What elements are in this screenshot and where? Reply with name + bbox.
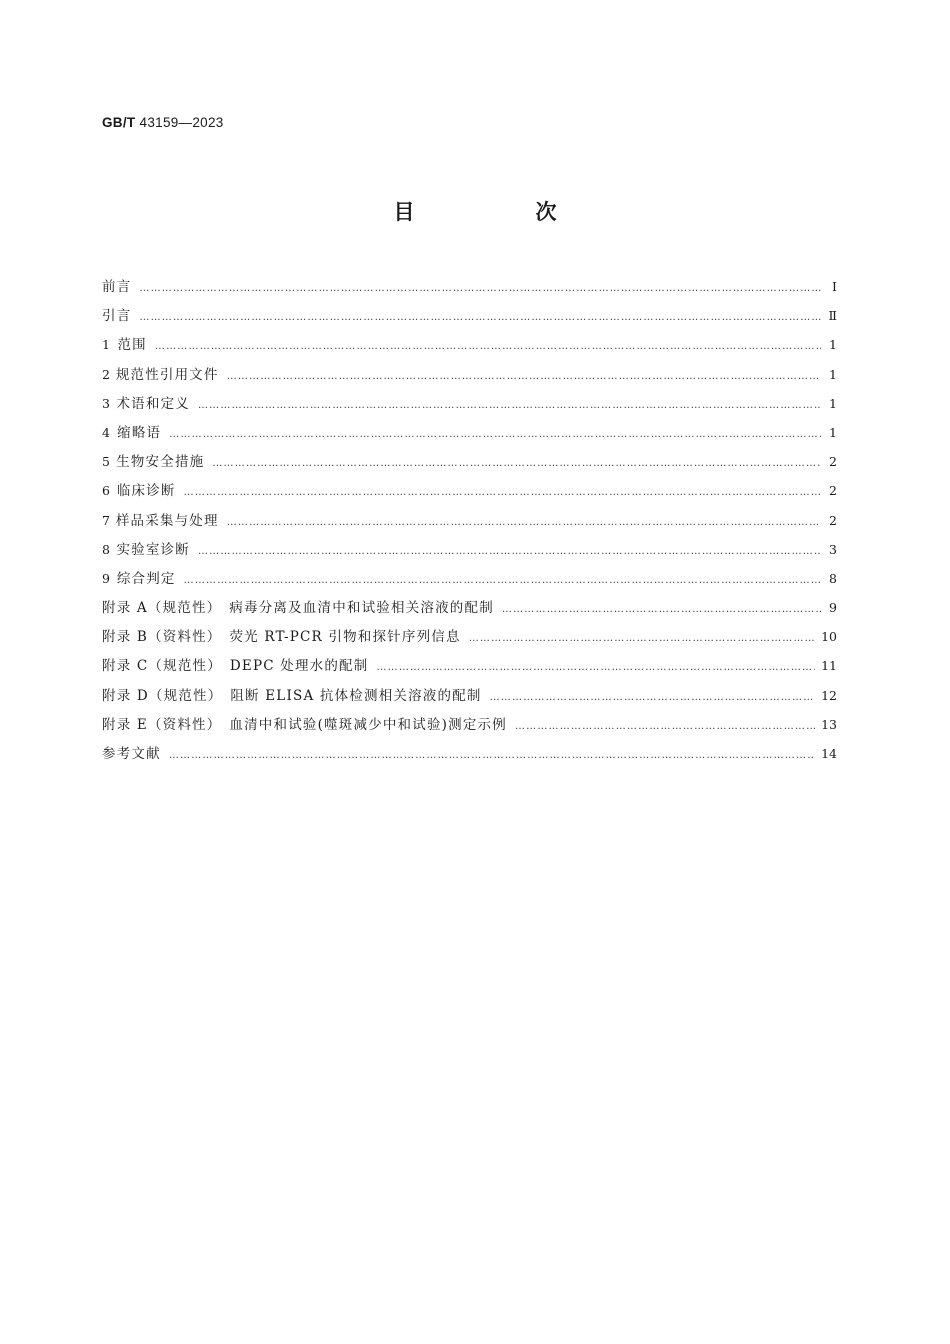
toc-entry-number: 1	[102, 337, 110, 353]
toc-entry-label: 前言	[102, 279, 132, 295]
toc-entry-label: 附录 E（资料性） 血清中和试验(噬斑减少中和试验)测定示例	[102, 716, 507, 733]
toc-entry[interactable]	[102, 622, 837, 651]
toc-entry[interactable]	[102, 710, 837, 739]
toc-entry-label: 生物安全措施	[116, 454, 205, 471]
toc-entry-page: 1	[829, 424, 837, 440]
toc-entry[interactable]	[102, 651, 837, 680]
toc-entry-number: 5	[102, 454, 110, 470]
toc-leader-dots	[212, 449, 821, 478]
toc-entry-number: 2	[102, 366, 110, 382]
toc-entry-page: 10	[821, 629, 837, 645]
toc-leader-dots	[155, 332, 821, 361]
standard-code-number: 43159—2023	[139, 115, 224, 130]
toc-leader-dots	[376, 653, 815, 682]
toc-entry[interactable]	[102, 535, 837, 564]
toc-entry-label: 综合判定	[116, 570, 176, 587]
standard-code-prefix: GB/T	[102, 115, 136, 130]
toc-entry-number: 9	[102, 570, 110, 586]
toc-entry[interactable]	[102, 593, 837, 622]
toc-entry[interactable]	[102, 272, 837, 301]
toc-leader-dots	[502, 595, 821, 624]
standard-code	[102, 115, 224, 130]
toc-entry-label: 术语和定义	[116, 395, 190, 412]
toc-entry-label: 附录 A（规范性） 病毒分离及血清中和试验相关溶液的配制	[102, 600, 494, 617]
toc-entry-label: 附录 C（规范性） DEPC 处理水的配制	[102, 658, 369, 675]
toc-entry[interactable]	[102, 564, 837, 593]
toc-entry-page: 14	[821, 746, 837, 761]
toc-leader-dots	[169, 741, 815, 770]
toc-leader-dots	[227, 362, 821, 391]
toc-entry-number: 6	[102, 483, 110, 499]
toc-leader-dots	[198, 391, 821, 420]
toc-entry-number: 4	[102, 424, 110, 440]
toc-entry-page: 1	[829, 395, 837, 411]
toc-entry-page: 9	[829, 600, 837, 616]
page-title: 目 次	[393, 200, 607, 224]
toc-leader-dots	[515, 712, 815, 741]
toc-leader-dots	[139, 303, 821, 332]
toc-entry-page: 12	[821, 687, 837, 703]
toc-entry-page: 2	[829, 483, 837, 499]
toc-entry-page: 13	[821, 716, 837, 732]
toc-entry-page: 1	[829, 366, 837, 382]
toc-entry-label: 规范性引用文件	[115, 366, 219, 383]
toc-entry-label: 实验室诊断	[116, 541, 190, 558]
toc-leader-dots	[198, 537, 821, 566]
toc-entry-page: 2	[829, 512, 837, 528]
toc-entry-label: 引言	[102, 308, 132, 325]
toc-entry[interactable]	[102, 389, 837, 418]
toc-leader-dots	[169, 420, 821, 449]
toc-entry[interactable]	[102, 418, 837, 447]
toc-entry[interactable]	[102, 681, 837, 710]
toc-entry[interactable]	[102, 476, 837, 505]
toc-entry-label: 附录 D（规范性） 阻断 ELISA 抗体检测相关溶液的配制	[102, 687, 482, 704]
toc-entry-page: Ⅱ	[828, 308, 837, 324]
toc-entry-page: 2	[829, 454, 837, 470]
toc-entry-page: 1	[829, 337, 837, 353]
toc-entry[interactable]	[102, 739, 837, 768]
toc-entry-page: 3	[829, 541, 837, 557]
table-of-contents	[102, 272, 837, 768]
toc-entry-page: Ⅰ	[832, 279, 837, 294]
toc-entry-page: 8	[829, 570, 837, 586]
toc-entry[interactable]	[102, 506, 837, 535]
toc-entry-label: 参考文献	[102, 746, 161, 762]
toc-leader-dots	[139, 274, 821, 303]
toc-entry-number: 8	[102, 541, 110, 557]
toc-entry-label: 样品采集与处理	[115, 512, 219, 529]
toc-leader-dots	[490, 683, 815, 712]
toc-entry-label: 范围	[117, 337, 147, 354]
toc-entry[interactable]	[102, 360, 837, 389]
toc-leader-dots	[184, 566, 821, 595]
toc-entry-number: 7	[102, 512, 110, 528]
toc-entry-label: 临床诊断	[116, 483, 176, 500]
toc-entry[interactable]	[102, 301, 837, 330]
toc-entry-number: 3	[102, 395, 110, 411]
toc-entry-label: 附录 B（资料性） 荧光 RT-PCR 引物和探针序列信息	[102, 629, 461, 646]
toc-entry[interactable]	[102, 330, 837, 359]
toc-leader-dots	[469, 624, 815, 653]
toc-leader-dots	[184, 478, 821, 507]
toc-entry[interactable]	[102, 447, 837, 476]
toc-entry-page: 11	[821, 658, 837, 674]
toc-entry-label: 缩略语	[117, 424, 162, 441]
toc-leader-dots	[227, 508, 821, 537]
